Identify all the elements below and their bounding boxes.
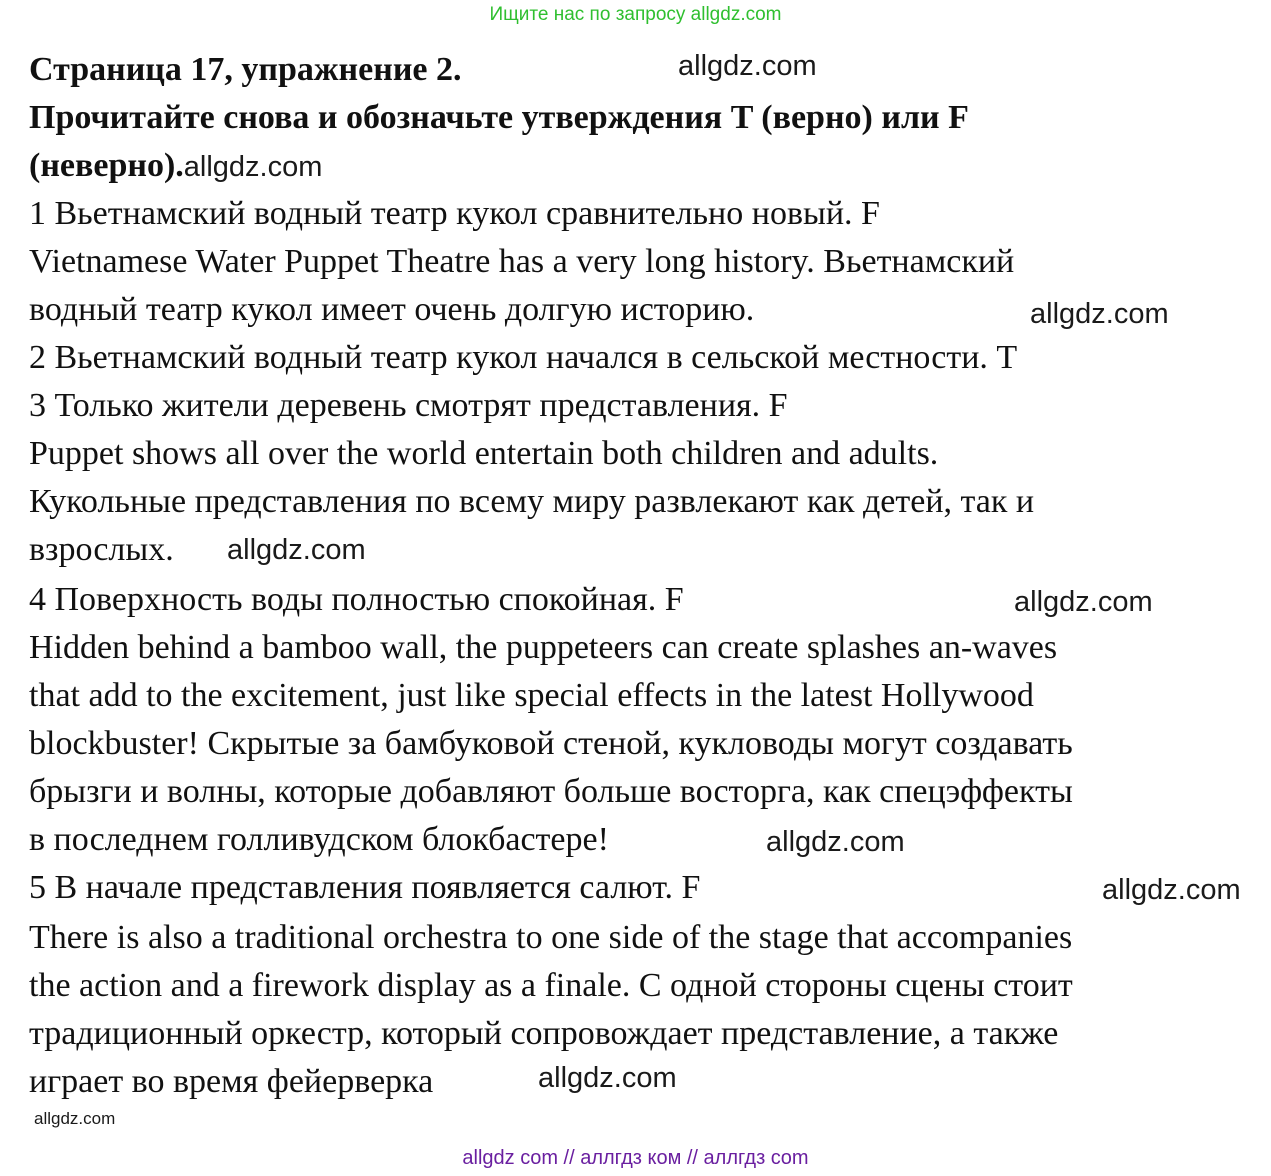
exercise-title: Страница 17, упражнение 2. xyxy=(29,51,462,88)
exercise-instruction: Прочитайте снова и обозначьте утверждения T (верно) или F xyxy=(29,99,969,136)
watermark: allgdz.com xyxy=(1030,298,1169,330)
instruction-tail: (неверно). xyxy=(29,147,184,184)
watermark: allgdz.com xyxy=(538,1062,677,1094)
watermark: allgdz.com xyxy=(1014,586,1153,618)
text-line: в последнем голливудском блокбастере! xyxy=(29,821,609,858)
text-line: брызги и волны, которые добавляют больше восторга, как спецэффекты xyxy=(29,773,1073,810)
watermark: allgdz.com xyxy=(227,534,366,566)
text-line: Puppet shows all over the world entertain both children and adults. xyxy=(29,435,939,472)
watermark-small: allgdz.com xyxy=(34,1109,116,1128)
footer-links[interactable]: allgdz com // аллгдз ком // аллгдз com xyxy=(462,1147,809,1169)
text-line: Vietnamese Water Puppet Theatre has a very long history. Вьетнамский xyxy=(29,243,1015,280)
statement-1: 1 Вьетнамский водный театр кукол сравнительно новый. F xyxy=(29,195,880,232)
watermark: allgdz.com xyxy=(183,151,323,183)
text-line: Hidden behind a bamboo wall, the puppeteers can create splashes an-waves xyxy=(29,629,1058,666)
watermark: allgdz.com xyxy=(678,50,817,82)
text-line: традиционный оркестр, который сопровождает представление, а также xyxy=(29,1015,1059,1052)
text-line: Кукольные представления по всему миру развлекают как детей, так и xyxy=(29,483,1035,520)
text-line: There is also a traditional orchestra to one side of the stage that accompanies xyxy=(29,919,1073,956)
statement-2: 2 Вьетнамский водный театр кукол начался в сельской местности. T xyxy=(29,339,1018,376)
text-line: that add to the excitement, just like special effects in the latest Hollywood xyxy=(29,677,1034,714)
statement-3: 3 Только жители деревень смотрят представления. F xyxy=(29,387,788,424)
text-line: водный театр кукол имеет очень долгую историю. xyxy=(29,291,755,328)
text-line: blockbuster! Скрытые за бамбуковой стеной, кукловоды могут создавать xyxy=(29,725,1073,762)
watermark: allgdz.com xyxy=(1102,874,1241,906)
exercise-instruction-end xyxy=(29,146,322,187)
text-line: играет во время фейерверка xyxy=(29,1063,434,1100)
statement-5: 5 В начале представления появляется салют. F xyxy=(29,869,701,906)
text-line: взрослых. xyxy=(29,531,174,568)
text-line: the action and a firework display as a finale. С одной стороны сцены стоит xyxy=(29,967,1073,1004)
statement-4: 4 Поверхность воды полностью спокойная. F xyxy=(29,581,684,618)
top-banner-link[interactable]: Ищите нас по запросу allgdz.com xyxy=(489,4,782,25)
watermark: allgdz.com xyxy=(766,826,905,858)
